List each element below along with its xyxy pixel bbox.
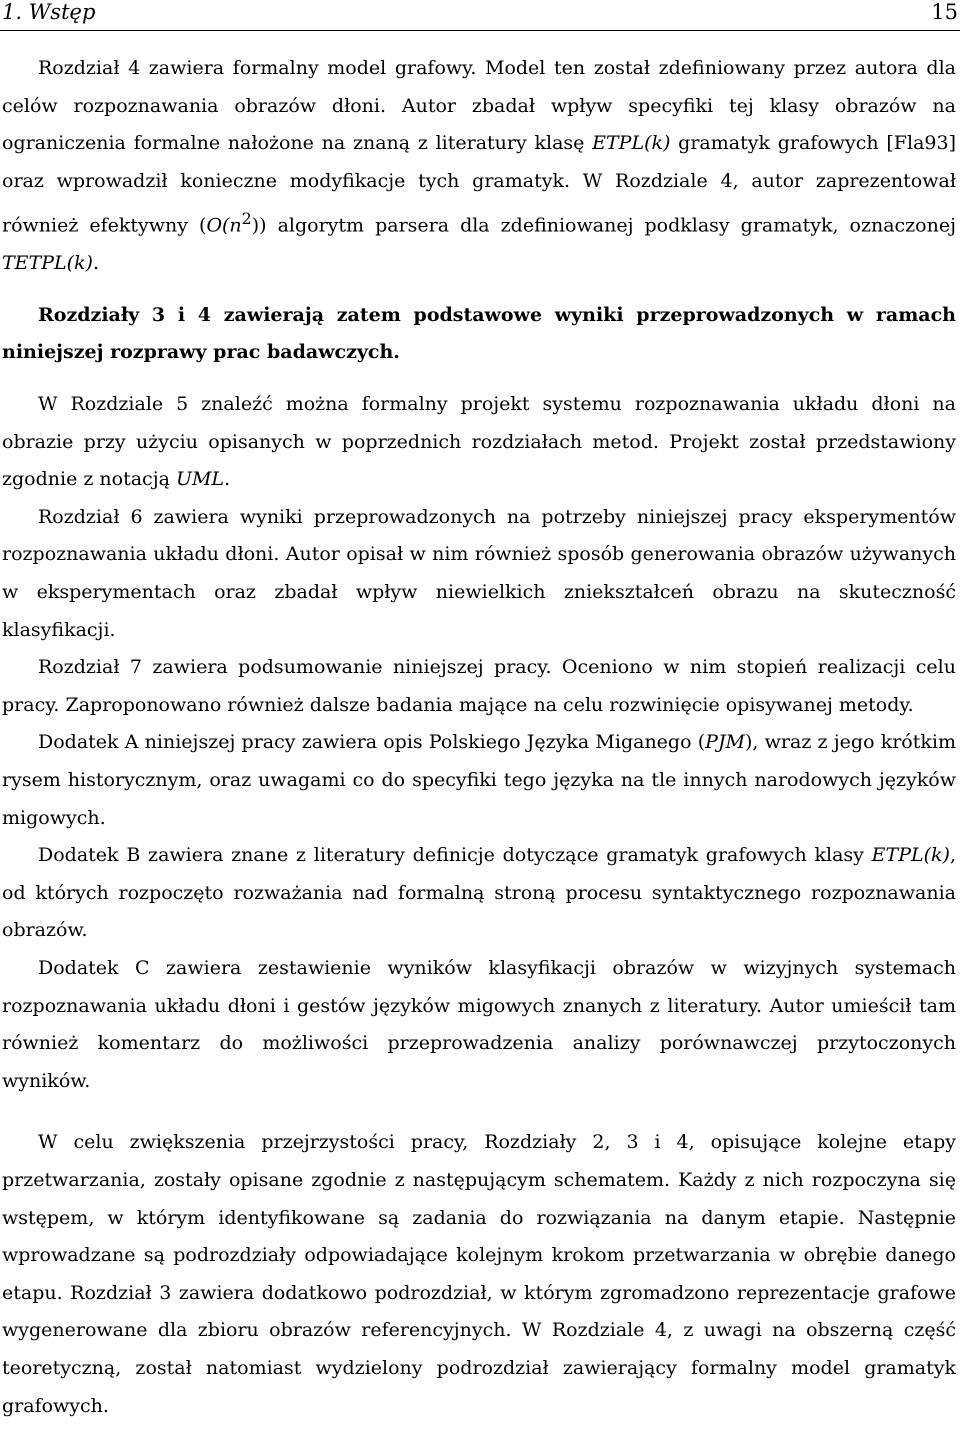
body-text [2, 50, 956, 1439]
paragraph-chapter-7: Rozdział 7 zawiera podsumowanie niniejszej pracy. Oceniono w nim stopień realizacji celu pracy. Zaproponowano również dalsze badania mające na celu rozwinięcie opisywanej metody. [2, 656, 956, 716]
paragraph-chapter-4: Rozdział 4 zawiera formalny model grafowy. Model ten został zdefiniowany przez autora dla celów rozpoznawania obrazów dłoni. Autor zbadał wpływ specyfiki tej klasy obrazów na ograniczenia formalne nałożone na znaną z literatury klasę ETPL(k) gramatyk grafowych [Fla93] oraz wprowadził konieczne modyfikacje tych gramatyk. W Rozdziale 4, autor zaprezentował również efektywny $(O(n^2))$ algorytm parsera dla zdefiniowanej podklasy gramatyk, oznaczonej TETPL(k). [2, 57, 956, 275]
etpl-term: ETPL(k) [592, 132, 671, 155]
etpl-term: ETPL(k) [871, 844, 950, 867]
page-number: 15 [931, 0, 958, 24]
paragraph-appendix-b: Dodatek B zawiera znane z literatury definicje dotyczące gramatyk grafowych klasy ETPL(k), od których rozpoczęto rozważania nad formalną stroną procesu syntaktycznego rozpoznawania obrazów. [2, 844, 956, 942]
running-header [0, 0, 960, 30]
chapter-title: 1. Wstęp [2, 0, 96, 24]
complexity-term: O(n [206, 214, 242, 237]
paragraph-appendix-c: Dodatek C zawiera zestawienie wyników klasyfikacji obrazów w wizyjnych systemach rozpoznawania układu dłoni i gestów języków migowych znanych z literatury. Autor umieścił tam również komentarz do możliwości przeprowadzenia analizy porównawczej przytoczonych wyników. [2, 956, 956, 1092]
header-rule [0, 30, 960, 31]
tetpl-term: TETPL(k) [2, 252, 93, 275]
uml-term: UML [175, 468, 225, 491]
paragraph-summary-bold: Rozdziały 3 i 4 zawierają zatem podstawowe wyniki przeprowadzonych w ramach niniejszej rozprawy prac badawczych. [2, 303, 956, 364]
paragraph-structure: W celu zwiększenia przejrzystości pracy, Rozdziały 2, 3 i 4, opisujące kolejne etapy przetwarzania, zostały opisane zgodnie z następującym schematem. Każdy z nich rozpoczyna się wstępem, w którym identyfikowane są zadania do rozwiązania na danym etapie. Następnie wprowadzane są podrozdziały odpowiadające kolejnym krokom przetwarzania w obrębie danego etapu. Rozdział 3 zawiera dodatkowo podrozdział, w którym zgromadzono reprezentacje grafowe wygenerowane dla zbioru obrazów referencyjnych. W Rozdziale 4, z uwagi na obszerną część teoretyczną, został natomiast wydzielony podrozdział zawierający formalny model gramatyk grafowych. [2, 1131, 956, 1417]
pjm-term: PJM [705, 731, 746, 754]
paragraph-appendix-a: Dodatek A niniejszej pracy zawiera opis Polskiego Języka Miganego (PJM), wraz z jego krótkim rysem historycznym, oraz uwagami co do specyfiki tego języka na tle innych narodowych języków migowych. [2, 731, 956, 829]
paragraph-chapter-5: W Rozdziale 5 znaleźć można formalny projekt systemu rozpoznawania układu dłoni na obrazie przy użyciu opisanych w poprzednich rozdziałach metod. Projekt został przedstawiony zgodnie z notacją UML. [2, 393, 956, 491]
paragraph-chapter-6: Rozdział 6 zawiera wyniki przeprowadzonych na potrzeby niniejszej pracy eksperymentów rozpoznawania układu dłoni. Autor opisał w nim również sposób generowania obrazów używanych w eksperymentach oraz zbadał wpływ niewielkich zniekształceń obrazu na skuteczność klasyfikacji. [2, 505, 956, 641]
